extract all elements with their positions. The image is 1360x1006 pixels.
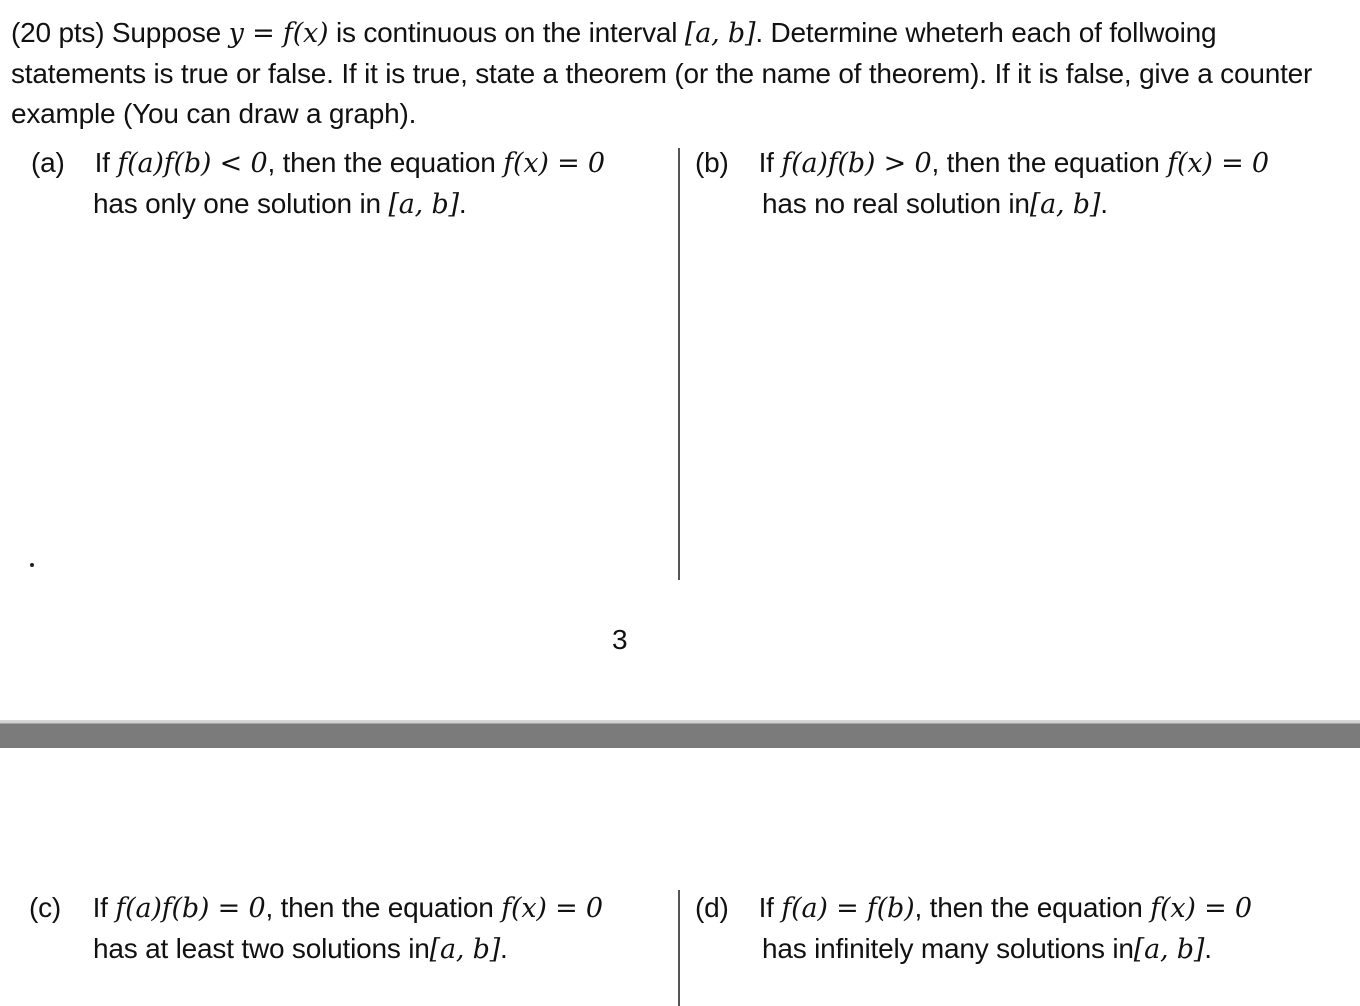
part-a-text-3: has only one solution in bbox=[93, 188, 381, 219]
part-b-line2 bbox=[695, 184, 1355, 225]
part-b-text-2: , then the equation bbox=[931, 147, 1160, 178]
part-c bbox=[29, 888, 676, 970]
part-d-line2 bbox=[695, 929, 1355, 970]
intro-text-b: is continuous on the interval bbox=[335, 17, 678, 48]
part-a-label: (a) bbox=[31, 147, 65, 178]
part-a-text-2: , then the equation bbox=[267, 147, 496, 178]
part-c-label: (c) bbox=[29, 892, 62, 923]
part-a-text-4: . bbox=[458, 188, 467, 219]
part-d-label: (d) bbox=[695, 892, 729, 923]
part-d-text-1: If bbox=[758, 892, 774, 923]
part-b bbox=[695, 143, 1355, 225]
part-c-text-2: , then the equation bbox=[265, 892, 494, 923]
part-b-text-1: If bbox=[758, 147, 774, 178]
column-divider-bottom bbox=[678, 890, 680, 1006]
part-b-label: (b) bbox=[695, 147, 729, 178]
part-b-math-1: f(a)f(b) > 0 bbox=[781, 148, 932, 179]
part-a-text-1: If bbox=[94, 147, 110, 178]
part-c-math-1: f(a)f(b) = 0 bbox=[115, 893, 266, 924]
part-d-math-2: f(x) = 0 bbox=[1150, 893, 1252, 924]
part-c-text-4: . bbox=[500, 933, 508, 964]
column-divider-top bbox=[678, 148, 680, 580]
part-a-math-2: f(x) = 0 bbox=[503, 148, 605, 179]
part-d-math-3: [a, b] bbox=[1133, 934, 1205, 965]
part-c-text-1: If bbox=[92, 892, 108, 923]
part-a bbox=[31, 143, 676, 225]
part-c-math-3: [a, b] bbox=[429, 934, 501, 965]
problem-statement bbox=[11, 13, 1351, 134]
part-d bbox=[695, 888, 1355, 970]
page-number: 3 bbox=[612, 624, 628, 655]
part-b-math-3: [a, b] bbox=[1029, 189, 1101, 220]
part-c-math-2: f(x) = 0 bbox=[501, 893, 603, 924]
part-b-text-3: has no real solution in bbox=[762, 188, 1030, 219]
page-separator bbox=[0, 720, 1360, 748]
part-d-text-3: has infinitely many solutions in bbox=[762, 933, 1134, 964]
part-a-math-1: f(a)f(b) < 0 bbox=[117, 148, 268, 179]
part-c-text-3: has at least two solutions in bbox=[93, 933, 430, 964]
part-d-text-2: , then the equation bbox=[914, 892, 1143, 923]
part-b-math-2: f(x) = 0 bbox=[1167, 148, 1269, 179]
part-b-text-4: . bbox=[1100, 188, 1108, 219]
part-a-math-3: [a, b] bbox=[388, 189, 459, 220]
intro-text-a: Suppose bbox=[111, 17, 222, 48]
part-d-math-1: f(a) = f(b) bbox=[781, 893, 915, 924]
intro-math-function: y = f(x) bbox=[228, 18, 329, 49]
intro-math-interval: [a, b] bbox=[684, 18, 756, 49]
intro-text-c: . Determine wheterh each of follwoing statements is true or false. If it is true, state a theorem (or the name of theorem). If it is false, give a counter example (You can draw a graph). bbox=[11, 17, 1313, 129]
part-a-line2 bbox=[31, 184, 676, 225]
part-d-text-4: . bbox=[1204, 933, 1212, 964]
page-bottom bbox=[0, 748, 1360, 1006]
part-c-line2 bbox=[29, 929, 676, 970]
stray-dot bbox=[30, 563, 34, 567]
points-label: (20 pts) bbox=[11, 17, 105, 48]
